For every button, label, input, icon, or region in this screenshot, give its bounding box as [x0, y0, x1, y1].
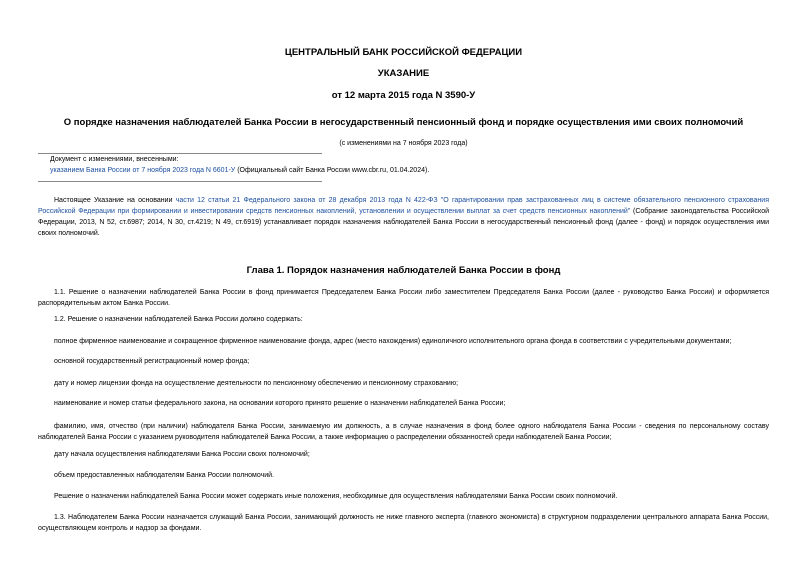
- document-title: О порядке назначения наблюдателей Банка России в негосударственный пенсионный фонд и порядке осуществления ими своих полномочий: [63, 117, 744, 128]
- intro-text-start: Настоящее Указание на основании: [54, 197, 176, 204]
- intro-text-end: (Собрание законодательства Российской Федерации, 2013, N 52, ст.6987; 2014, N 30, ст.4219; N 49, ст.6919) устанавливает порядок назначения наблюдателей Банка России в негосударственный пенсионный фонд (далее - фонд) и порядок осуществления ими своих полномочий.: [38, 208, 770, 237]
- amendments-entry: [50, 165, 429, 176]
- list-item: полное фирменное наименование и сокращенное фирменное наименование фонда, адрес (место нахождения) единоличного исполнительного органа фонда в соответствии с учредительными документами;: [54, 338, 732, 345]
- list-item-text: фамилию, имя, отчество (при наличии) наблюдателя Банка России, занимаемую им должность, а в случае назначения в фонд более одного наблюдателя Банка России - сведения по персональному составу наблюдателей Банка России с указанием руководителя наблюдателей Банка России, а также информацию о распределении обязанностей среди наблюдателей Банка России;: [38, 423, 769, 441]
- document-type-heading: УКАЗАНИЕ: [377, 68, 430, 79]
- amendment-note: (с изменениями на 7 ноября 2023 года): [339, 140, 468, 147]
- paragraph-1-1-text: 1.1. Решение о назначении наблюдателей Банка России в фонд принимается Председателем Банка России либо заместителем Председателя Банка России (далее - руководство Банка России) и оформляется распорядительным актом Банка России.: [38, 289, 769, 307]
- amendments-label: Документ с изменениями, внесенными:: [50, 156, 179, 163]
- paragraph-1-2: 1.2. Решение о назначении наблюдателей Банка России должно содержать:: [54, 316, 303, 323]
- list-item: объем предоставленных наблюдателям Банка России полномочий.: [54, 472, 275, 479]
- paragraph-1-1: [38, 287, 769, 309]
- document-date-heading: от 12 марта 2015 года N 3590-У: [331, 90, 476, 101]
- chapter-1-heading: Глава 1. Порядок назначения наблюдателей Банка России в фонд: [246, 265, 561, 276]
- list-item: наименование и номер статьи федерального закона, на основании которого принято решение о назначении наблюдателей Банка России;: [54, 400, 506, 407]
- amendment-link[interactable]: указанием Банка России от 7 ноября 2023 года N 6601-У: [50, 167, 236, 174]
- paragraph-1-3-text: 1.3. Наблюдателем Банка России назначается служащий Банка России, занимающий должность не ниже главного эксперта (главного экономиста) в структурном подразделении центрального аппарата Банка России, осуществляющем контроль и надзор за фондами.: [38, 514, 769, 532]
- list-item: Решение о назначении наблюдателей Банка России может содержать иные положения, необходимые для осуществления наблюдателями Банка России своих полномочий.: [54, 493, 618, 500]
- divider-bottom: [38, 181, 322, 182]
- list-item: основной государственный регистрационный номер фонда;: [54, 358, 250, 365]
- list-item: дату начала осуществления наблюдателями Банка России своих полномочий;: [54, 451, 310, 458]
- issuer-heading: ЦЕНТРАЛЬНЫЙ БАНК РОССИЙСКОЙ ФЕДЕРАЦИИ: [284, 47, 523, 58]
- law-link[interactable]: части 12 статьи 21 Федерального закона от 28 декабря 2013 года N 422-ФЗ "О гарантировании прав застрахованных лиц в системе обязательного пенсионного страхования Российской Федерации при формировании и инвестировании средств пенсионных накоплений, установлении и осуществлении выплат за счет средств пенсионных накоплений": [38, 197, 769, 215]
- amendment-source: (Официальный сайт Банка России www.cbr.ru, 01.04.2024).: [235, 167, 430, 174]
- list-item: дату и номер лицензии фонда на осуществление деятельности по пенсионному обеспечению и пенсионному страхованию;: [54, 380, 459, 387]
- paragraph-1-3: [38, 512, 769, 534]
- intro-paragraph: [38, 195, 769, 239]
- list-item: [38, 421, 769, 443]
